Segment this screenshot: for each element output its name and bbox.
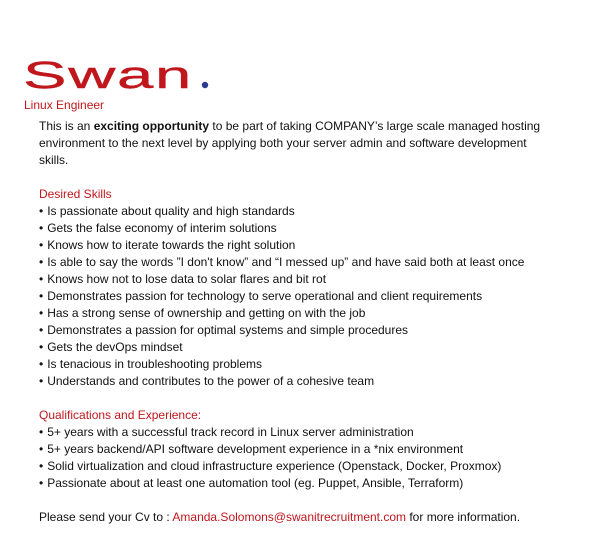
list-item: • Is able to say the words ”I don't know” and “I messed up” and have said both at least once [39, 254, 559, 271]
intro-highlight: exciting opportunity [93, 119, 210, 133]
contact-suffix: for more information. [406, 510, 521, 524]
list-item: • Gets the devOps mindset [39, 339, 559, 356]
list-item: • Has a strong sense of ownership and getting on with the job [39, 305, 559, 322]
contact-prefix: Please send your Cv to : [39, 510, 173, 524]
list-item: • Knows how to iterate towards the right solution [39, 237, 559, 254]
qualifications-heading: Qualifications and Experience: [39, 408, 202, 422]
swan-logo [23, 60, 213, 94]
desired-skills-heading: Desired Skills [39, 187, 112, 201]
list-item: • Is tenacious in troubleshooting problems [39, 356, 559, 373]
list-item: • 5+ years backend/API software development experience in a *nix environment [39, 441, 559, 458]
qualifications-list [39, 424, 559, 492]
intro-prefix: This is an [39, 119, 94, 133]
list-item: • Gets the false economy of interim solutions [39, 220, 559, 237]
job-description [39, 118, 559, 526]
intro-suffix: to be part of taking COMPANY’s large scale managed hosting environment to the next level by applying both your server admin and software development skills. [39, 119, 541, 167]
contact-line [39, 509, 559, 526]
email-link[interactable]: Amanda.Solomons@swanitrecruitment.com [172, 510, 407, 524]
desired-skills-list [39, 203, 559, 390]
list-item: • Understands and contributes to the power of a cohesive team [39, 373, 559, 390]
list-item: • Knows how not to lose data to solar flares and bit rot [39, 271, 559, 288]
list-item: • Is passionate about quality and high standards [39, 203, 559, 220]
job-title: Linux Engineer [24, 98, 105, 112]
list-item: • Demonstrates a passion for optimal systems and simple procedures [39, 322, 559, 339]
list-item: • Demonstrates passion for technology to serve operational and client requirements [39, 288, 559, 305]
intro-paragraph [39, 118, 559, 169]
list-item: • Passionate about at least one automation tool (eg. Puppet, Ansible, Terraform) [39, 475, 559, 492]
list-item: • 5+ years with a successful track record in Linux server administration [39, 424, 559, 441]
list-item: • Solid virtualization and cloud infrastructure experience (Openstack, Docker, Proxmox) [39, 458, 559, 475]
swan-logo-mark [23, 60, 213, 94]
logo-dot [202, 82, 208, 88]
svg-text:Swan: Swan [23, 60, 193, 94]
